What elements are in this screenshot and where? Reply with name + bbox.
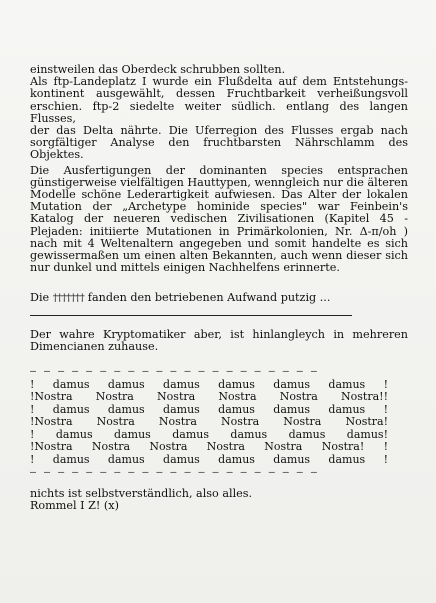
- text-line: Die Ausfertigungen der dominanten species entsprachen: [30, 163, 408, 177]
- paragraph-closing: [30, 488, 408, 512]
- text-line: Plejaden: initiierte Mutationen in Primärkolonien, Nr. Δ-π/oh ): [30, 224, 408, 238]
- text-line: Dimencianen zuhause.: [30, 339, 159, 353]
- text-line: der das Delta nährte. Die Uferregion des Flusses ergab nach: [30, 124, 408, 138]
- nostra-line: ! damus damus damus damus damus damus !: [30, 402, 388, 416]
- dashed-border-top: — — — — — — — — — — — — — — — — — — — — —: [30, 367, 318, 378]
- crosses-prefix: Die: [30, 291, 50, 305]
- text-line: erschien. ftp-2 siedelte weiter südlich. entlang des langen Flusses,: [30, 99, 408, 125]
- divider: [30, 315, 352, 316]
- paragraph-ftp-landing: [30, 64, 408, 162]
- text-line: sorgfältiger Analyse den fruchtbarsten Nährschlamm des: [30, 136, 408, 150]
- signature-line: Rommel I Z! (x): [30, 499, 119, 513]
- text-line: nur dunkel und mittels einigen Nachhelfens erinnerte.: [30, 261, 340, 275]
- text-line: Mutation der „Archetype hominide species" war Feinbein's: [30, 200, 408, 214]
- nostra-line: !Nostra Nostra Nostra Nostra Nostra Nostra! !: [30, 440, 388, 454]
- paragraph-species: [30, 165, 408, 275]
- text-line: Katalog der neueren vedischen Zivilisationen (Kapitel 45 -: [30, 212, 408, 226]
- nostra-line: !Nostra Nostra Nostra Nostra Nostra Nostra!!: [30, 390, 388, 404]
- nostra-line: !Nostra Nostra Nostra Nostra Nostra Nostra!: [30, 415, 388, 429]
- dashed-border-bottom: — — — — — — — — — — — — — — — — — — — — —: [30, 467, 318, 478]
- text-line: gewissermaßen um einen alten Bekannten, auch wenn dieser sich: [30, 249, 408, 263]
- text-line: Modelle schöne Lederartigkeit aufwiesen. Das Alter der lokalen: [30, 188, 408, 202]
- text-line: kontinent ausgewählt, dessen Fruchtbarkeit verheißungsvoll: [30, 87, 408, 101]
- text-line: Der wahre Kryptοmatiker aber, ist hinlangleych in mehreren: [30, 327, 408, 341]
- paragraph-crosses: [30, 292, 408, 305]
- text-line: einstweilen das Oberdeck schrubben sollten.: [30, 63, 286, 76]
- text-line: Als ftp-Landeplatz I wurde ein Flußdelta auf dem Entstehungs-: [30, 75, 408, 89]
- text-line: nichts ist selbstverständlich, also alles.: [30, 486, 253, 500]
- paragraph-kryptomatiker: [30, 329, 408, 353]
- text-line: Objektes.: [30, 148, 84, 162]
- nostra-line: ! damus damus damus damus damus damus!: [30, 427, 388, 441]
- crosses-suffix: fanden den betriebenen Aufwand putzig ...: [87, 291, 331, 305]
- nostradamus-block: [30, 379, 408, 466]
- text-line: günstigerweise vielfältigen Hauttypen, wenngleich nur die älteren: [30, 175, 408, 189]
- crosses-symbols: †††††††: [52, 293, 85, 305]
- nostra-line: ! damus damus damus damus damus damus !: [30, 378, 388, 392]
- text-line: nach mit 4 Weltenaltern angegeben und somit handelte es sich: [30, 236, 408, 250]
- nostra-line: ! damus damus damus damus damus damus !: [30, 452, 388, 466]
